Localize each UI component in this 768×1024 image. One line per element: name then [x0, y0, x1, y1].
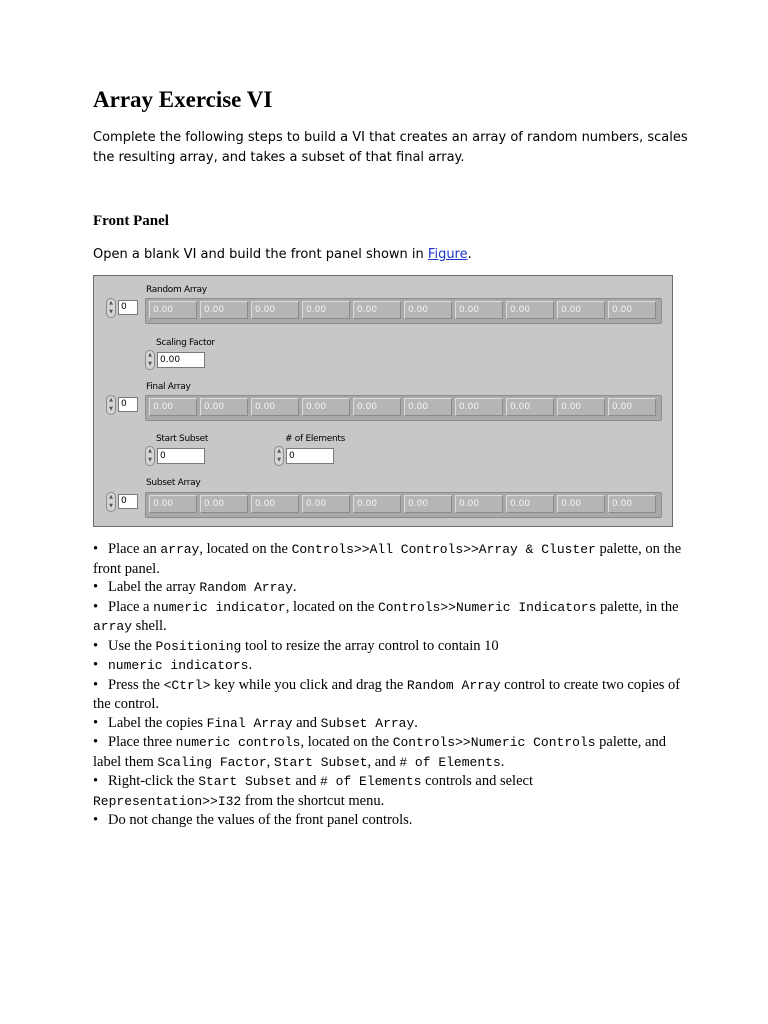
num-elements-label: # of Elements [285, 434, 345, 444]
instruction-item [93, 772, 683, 811]
instruction-text: control to create two copies of the control. [93, 676, 681, 712]
random-array-cell: 0.00 [149, 301, 197, 319]
random-array-cell: 0.00 [404, 301, 452, 319]
random-array-cell: 0.00 [251, 301, 299, 319]
instruction-text: shell. [132, 618, 167, 634]
final-array-cell: 0.00 [251, 398, 299, 416]
section-heading: Front Panel [93, 213, 169, 229]
instruction-text: . [248, 657, 253, 673]
index-spinner-icon[interactable]: ▲ ▼ [106, 298, 116, 318]
instruction-text: tool to resize the array control to contain 10 [241, 637, 499, 654]
start-subset-label: Start Subset [156, 434, 209, 444]
final-array-cells [146, 398, 656, 416]
random-array-cell: 0.00 [200, 301, 248, 319]
random-array-cell: 0.00 [353, 301, 401, 319]
final-array-index [106, 395, 142, 415]
subset-array-index [106, 492, 142, 512]
subset-array-cell: 0.00 [200, 495, 248, 513]
instruction-text: , located on the [300, 734, 393, 750]
instruction-text: , and [367, 753, 400, 770]
code-term: Controls>>Numeric Controls [392, 735, 596, 750]
instruction-text: palette, in the [596, 598, 679, 615]
instruction-text: palette, and label them [93, 734, 666, 770]
index-spinner-icon[interactable]: ▲ ▼ [106, 492, 116, 512]
final-array-cell: 0.00 [404, 398, 452, 416]
instruction-text: Place three [108, 734, 176, 750]
index-spinner-icon[interactable]: ▲ ▼ [106, 395, 116, 415]
code-term: Start Subset [198, 774, 292, 789]
instruction-text: Place an [108, 541, 161, 557]
scaling-factor-control[interactable] [145, 350, 205, 370]
bullet-icon: • [93, 676, 99, 693]
start-subset-value[interactable]: 0 [157, 448, 205, 464]
instruction-item [93, 676, 683, 714]
subset-array-cell: 0.00 [608, 495, 656, 513]
subset-array-index-value[interactable]: 0 [118, 494, 138, 509]
code-term: numeric indicator [153, 599, 286, 615]
bullet-icon: • [93, 773, 99, 789]
random-array-cell: 0.00 [608, 301, 656, 319]
instruction-list [93, 540, 683, 830]
random-array-cell: 0.00 [506, 301, 554, 319]
figure-link[interactable]: Figure [427, 247, 468, 262]
page-title: Array Exercise VI [93, 87, 273, 112]
bullet-icon: • [93, 812, 99, 828]
subset-array-cell: 0.00 [353, 495, 401, 513]
random-array-cells [146, 301, 656, 319]
bullet-icon: • [93, 714, 99, 731]
instruction-text: , located on the [285, 598, 378, 615]
instruction-item [93, 714, 683, 734]
code-term: array [160, 542, 200, 557]
num-elements-spinner-icon[interactable]: ▲ ▼ [274, 446, 284, 466]
scaling-factor-label: Scaling Factor [156, 338, 215, 348]
subset-array-cell: 0.00 [251, 495, 299, 513]
subset-array-cell: 0.00 [506, 495, 554, 513]
code-term: Scaling Factor [157, 754, 267, 770]
code-term: # of Elements [399, 754, 501, 770]
instruction-text: . [500, 753, 505, 770]
instruction-text: , located on the [199, 541, 292, 557]
bullet-icon: • [93, 637, 99, 654]
code-term: array [93, 619, 133, 634]
instruction-text: Do not change the values of the front panel controls. [108, 812, 413, 828]
instruction-item [93, 637, 683, 657]
num-elements-value[interactable]: 0 [286, 448, 334, 464]
code-term: numeric controls [175, 735, 301, 750]
random-array-cell: 0.00 [557, 301, 605, 319]
start-subset-control[interactable] [145, 446, 205, 466]
instruction-item [93, 733, 683, 772]
code-term: Positioning [155, 638, 242, 654]
final-array-cell: 0.00 [302, 398, 350, 416]
code-term: numeric indicators [108, 658, 249, 673]
front-panel-figure [93, 275, 673, 527]
subset-array-cell: 0.00 [557, 495, 605, 513]
final-array-cell: 0.00 [353, 398, 401, 416]
instruction-text: Place a [108, 598, 154, 615]
final-array-cell: 0.00 [608, 398, 656, 416]
code-term: Representation>>I32 [93, 793, 242, 809]
open-instruction [93, 245, 472, 265]
code-term: Final Array [206, 715, 293, 731]
num-elements-control[interactable] [274, 446, 334, 466]
bullet-icon: • [93, 579, 99, 595]
instruction-item [93, 598, 683, 637]
subset-array-label: Subset Array [146, 478, 201, 488]
open-text: Open a blank VI and build the front panel shown in [93, 247, 428, 262]
scaling-factor-value[interactable]: 0.00 [157, 352, 205, 368]
intro-paragraph: Complete the following steps to build a VI that creates an array of random numbers, scales the resulting array, and takes a subset of that final array. [93, 130, 688, 165]
final-array-cell: 0.00 [149, 398, 197, 416]
code-term: # of Elements [320, 774, 422, 789]
instruction-text: palette, on the front panel. [93, 541, 682, 577]
scaling-factor-spinner-icon[interactable]: ▲ ▼ [145, 350, 155, 370]
code-term: Random Array [406, 677, 501, 693]
code-term: Start Subset [273, 754, 368, 770]
random-array-index-value[interactable]: 0 [118, 300, 138, 315]
instruction-text: and [291, 773, 321, 789]
instruction-text: Use the [108, 637, 156, 654]
code-term: Random Array [199, 580, 294, 595]
instruction-item [93, 656, 683, 676]
final-array-cell: 0.00 [455, 398, 503, 416]
random-array-label: Random Array [146, 285, 207, 295]
instruction-item [93, 540, 683, 578]
random-array [145, 298, 662, 324]
subset-array-cell: 0.00 [302, 495, 350, 513]
subset-array-cell: 0.00 [455, 495, 503, 513]
open-text-end: . [467, 247, 472, 262]
subset-array-cell: 0.00 [404, 495, 452, 513]
bullet-icon: • [93, 541, 99, 557]
instruction-item [93, 811, 683, 830]
instruction-text: . [293, 579, 297, 595]
random-array-cell: 0.00 [455, 301, 503, 319]
final-array-cell: 0.00 [557, 398, 605, 416]
bullet-icon: • [93, 734, 99, 750]
bullet-icon: • [93, 657, 99, 673]
instruction-text: controls and select [421, 773, 533, 789]
random-array-cell: 0.00 [302, 301, 350, 319]
final-array-cell: 0.00 [506, 398, 554, 416]
instruction-text: Right-click the [108, 773, 199, 789]
instruction-text: from the shortcut menu. [241, 792, 385, 809]
subset-array-cells [146, 495, 656, 513]
final-array-label: Final Array [146, 382, 191, 392]
code-term: Subset Array [320, 715, 415, 731]
instruction-text: , [266, 753, 274, 770]
random-array-index [106, 298, 142, 318]
code-term: Controls>>Numeric Indicators [377, 599, 597, 615]
instruction-text: key while you click and drag the [210, 676, 407, 693]
subset-array [145, 492, 662, 518]
final-array [145, 395, 662, 421]
instruction-item [93, 578, 683, 598]
instruction-text: Label the copies [108, 714, 207, 731]
final-array-index-value[interactable]: 0 [118, 397, 138, 412]
instruction-text: and [292, 714, 321, 731]
subset-array-cell: 0.00 [149, 495, 197, 513]
code-term: Controls>>All Controls>>Array & Cluster [291, 542, 596, 557]
bullet-icon: • [93, 598, 99, 615]
instruction-text: Press the [108, 676, 164, 693]
instruction-text: . [414, 714, 418, 731]
final-array-cell: 0.00 [200, 398, 248, 416]
instruction-text: Label the array [108, 579, 200, 595]
code-term: <Ctrl> [163, 677, 211, 693]
start-subset-spinner-icon[interactable]: ▲ ▼ [145, 446, 155, 466]
